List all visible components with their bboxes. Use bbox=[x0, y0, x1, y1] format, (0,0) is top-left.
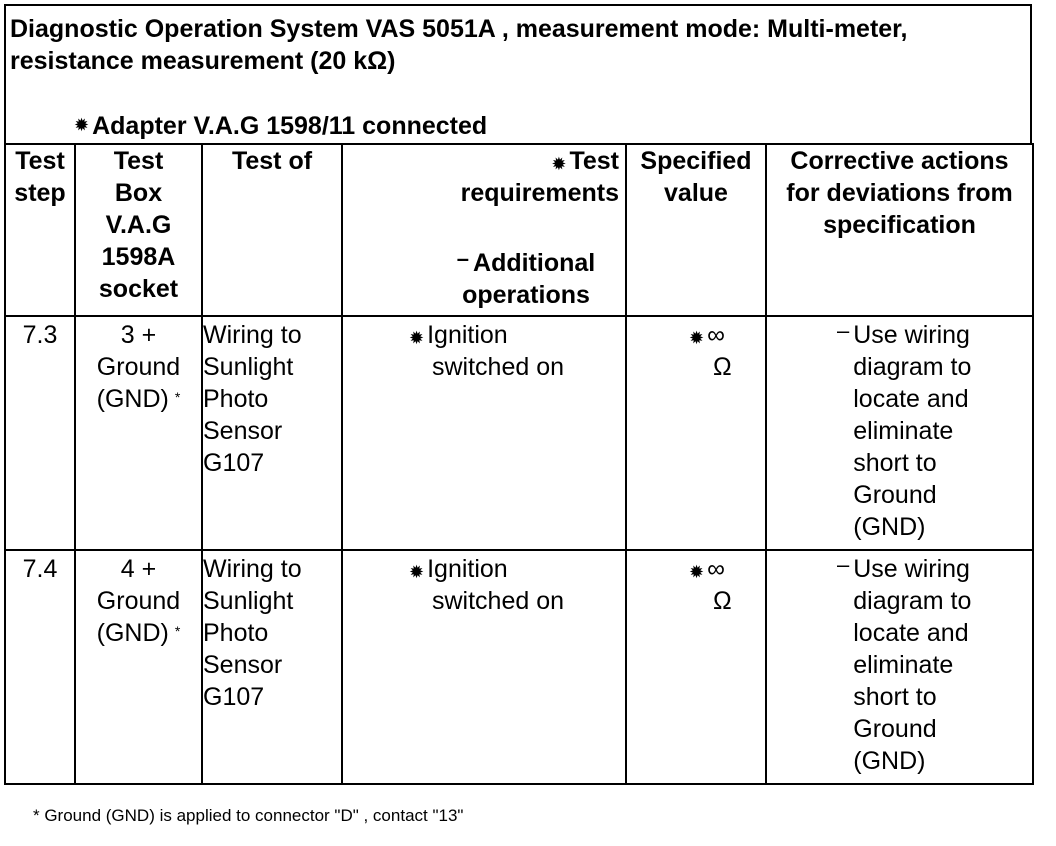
star-bullet-icon: ✹ bbox=[551, 154, 567, 174]
header-text: Additional bbox=[473, 249, 596, 277]
cell-line: Sensor bbox=[203, 417, 283, 445]
header-box bbox=[4, 4, 1032, 145]
header-line: Specified bbox=[640, 147, 752, 175]
cell-line: Photo bbox=[203, 619, 269, 647]
footnote-marker: * bbox=[174, 623, 181, 639]
star-bullet-icon: ✹ bbox=[689, 328, 705, 348]
cell-line bbox=[76, 617, 201, 649]
footnote: * Ground (GND) is applied to connector "D" , contact "13" bbox=[33, 806, 464, 825]
cell-specified bbox=[626, 550, 766, 784]
cell-line: diagram to bbox=[853, 353, 972, 381]
cell-line: short to bbox=[853, 449, 937, 477]
cell-line: locate and bbox=[853, 385, 969, 413]
page-title: Diagnostic Operation System VAS 5051A , measurement mode: Multi-meter, resistance measurement (20 kΩ) bbox=[10, 15, 908, 75]
dash-bullet-icon: – bbox=[456, 246, 470, 271]
header-specified bbox=[626, 144, 766, 316]
test-table bbox=[4, 143, 1034, 785]
cell-line bbox=[76, 383, 201, 415]
cell-line: eliminate bbox=[853, 651, 954, 679]
cell-line: Ground bbox=[96, 353, 181, 381]
cell-line: Use wiring bbox=[853, 555, 970, 583]
cell-line: G107 bbox=[203, 449, 265, 477]
diagnostic-sheet bbox=[4, 4, 1032, 781]
cell-text: Ignition bbox=[427, 321, 508, 349]
star-bullet-icon: ✹ bbox=[74, 115, 90, 135]
cell-line: (GND) bbox=[853, 513, 926, 541]
header-line: specification bbox=[823, 211, 976, 239]
cell-line: Photo bbox=[203, 385, 269, 413]
cell-line bbox=[409, 319, 625, 351]
cell-test-of bbox=[202, 316, 342, 550]
header-line: value bbox=[664, 179, 728, 207]
header-line bbox=[343, 145, 619, 177]
cell-line: Ground bbox=[853, 481, 937, 509]
header-text: Test bbox=[569, 147, 619, 175]
cell-text: (GND) bbox=[96, 619, 169, 647]
cell-line: Sensor bbox=[203, 651, 283, 679]
cell-text-block bbox=[853, 553, 1003, 777]
cell-socket bbox=[75, 550, 202, 784]
header-test-step bbox=[5, 144, 75, 316]
header-corrective bbox=[766, 144, 1033, 316]
header-line: Corrective actions bbox=[790, 147, 1009, 175]
cell-requirement bbox=[342, 550, 626, 784]
cell-line: locate and bbox=[853, 619, 969, 647]
header-line: Test bbox=[113, 147, 164, 175]
header-line bbox=[343, 247, 619, 279]
cell-line: 3 + bbox=[120, 321, 157, 349]
cell-text: Ignition bbox=[427, 555, 508, 583]
header-line: Box bbox=[114, 179, 163, 207]
table-row bbox=[5, 316, 1033, 550]
star-bullet-icon: ✹ bbox=[689, 562, 705, 582]
adapter-note-text: Adapter V.A.G 1598/11 connected bbox=[92, 112, 488, 140]
cell-line: Use wiring bbox=[853, 321, 970, 349]
header-socket bbox=[75, 144, 202, 316]
star-bullet-icon: ✹ bbox=[409, 328, 425, 348]
cell-specified bbox=[626, 316, 766, 550]
header-requirements bbox=[342, 144, 626, 316]
cell-line: (GND) bbox=[853, 747, 926, 775]
cell-test-of bbox=[202, 550, 342, 784]
header-line: socket bbox=[98, 275, 179, 303]
cell-line bbox=[409, 553, 625, 585]
cell-line: Ω bbox=[713, 587, 732, 615]
cell-step: 7.3 bbox=[5, 316, 75, 550]
cell-step: 7.4 bbox=[5, 550, 75, 784]
header-line: step bbox=[14, 179, 66, 207]
cell-line: 4 + bbox=[120, 555, 157, 583]
cell-line: Sunlight bbox=[203, 353, 294, 381]
star-bullet-icon: ✹ bbox=[409, 562, 425, 582]
header-line: 1598A bbox=[101, 243, 176, 271]
footnote-marker: * bbox=[174, 389, 181, 405]
cell-text-block bbox=[853, 319, 1003, 543]
cell-text: (GND) bbox=[96, 385, 169, 413]
header-line: V.A.G bbox=[105, 211, 172, 239]
header-line: operations bbox=[462, 281, 590, 309]
header-line: Test of bbox=[231, 147, 313, 175]
spacer bbox=[343, 209, 619, 247]
table-header-row bbox=[5, 144, 1033, 316]
cell-line bbox=[627, 553, 765, 585]
adapter-note bbox=[74, 112, 487, 141]
cell-action bbox=[766, 316, 1033, 550]
dash-bullet-icon: – bbox=[837, 552, 850, 577]
cell-line: G107 bbox=[203, 683, 265, 711]
header-line: for deviations from bbox=[786, 179, 1013, 207]
cell-text: ∞ bbox=[707, 555, 725, 583]
cell-line: Sunlight bbox=[203, 587, 294, 615]
header-line: requirements bbox=[460, 179, 619, 207]
cell-line: Ground bbox=[96, 587, 181, 615]
header-line: Test bbox=[15, 147, 65, 175]
cell-line: diagram to bbox=[853, 587, 972, 615]
cell-line: switched on bbox=[432, 587, 565, 615]
dash-bullet-icon: – bbox=[837, 318, 850, 343]
cell-socket bbox=[75, 316, 202, 550]
cell-requirement bbox=[342, 316, 626, 550]
cell-text: ∞ bbox=[707, 321, 725, 349]
table-row bbox=[5, 550, 1033, 784]
header-test-of bbox=[202, 144, 342, 316]
cell-line: Ω bbox=[713, 353, 732, 381]
cell-line bbox=[627, 319, 765, 351]
cell-line: switched on bbox=[432, 353, 565, 381]
cell-line: eliminate bbox=[853, 417, 954, 445]
cell-line: Wiring to bbox=[203, 321, 302, 349]
cell-line: Wiring to bbox=[203, 555, 302, 583]
cell-action bbox=[766, 550, 1033, 784]
cell-line: Ground bbox=[853, 715, 937, 743]
cell-line: short to bbox=[853, 683, 937, 711]
